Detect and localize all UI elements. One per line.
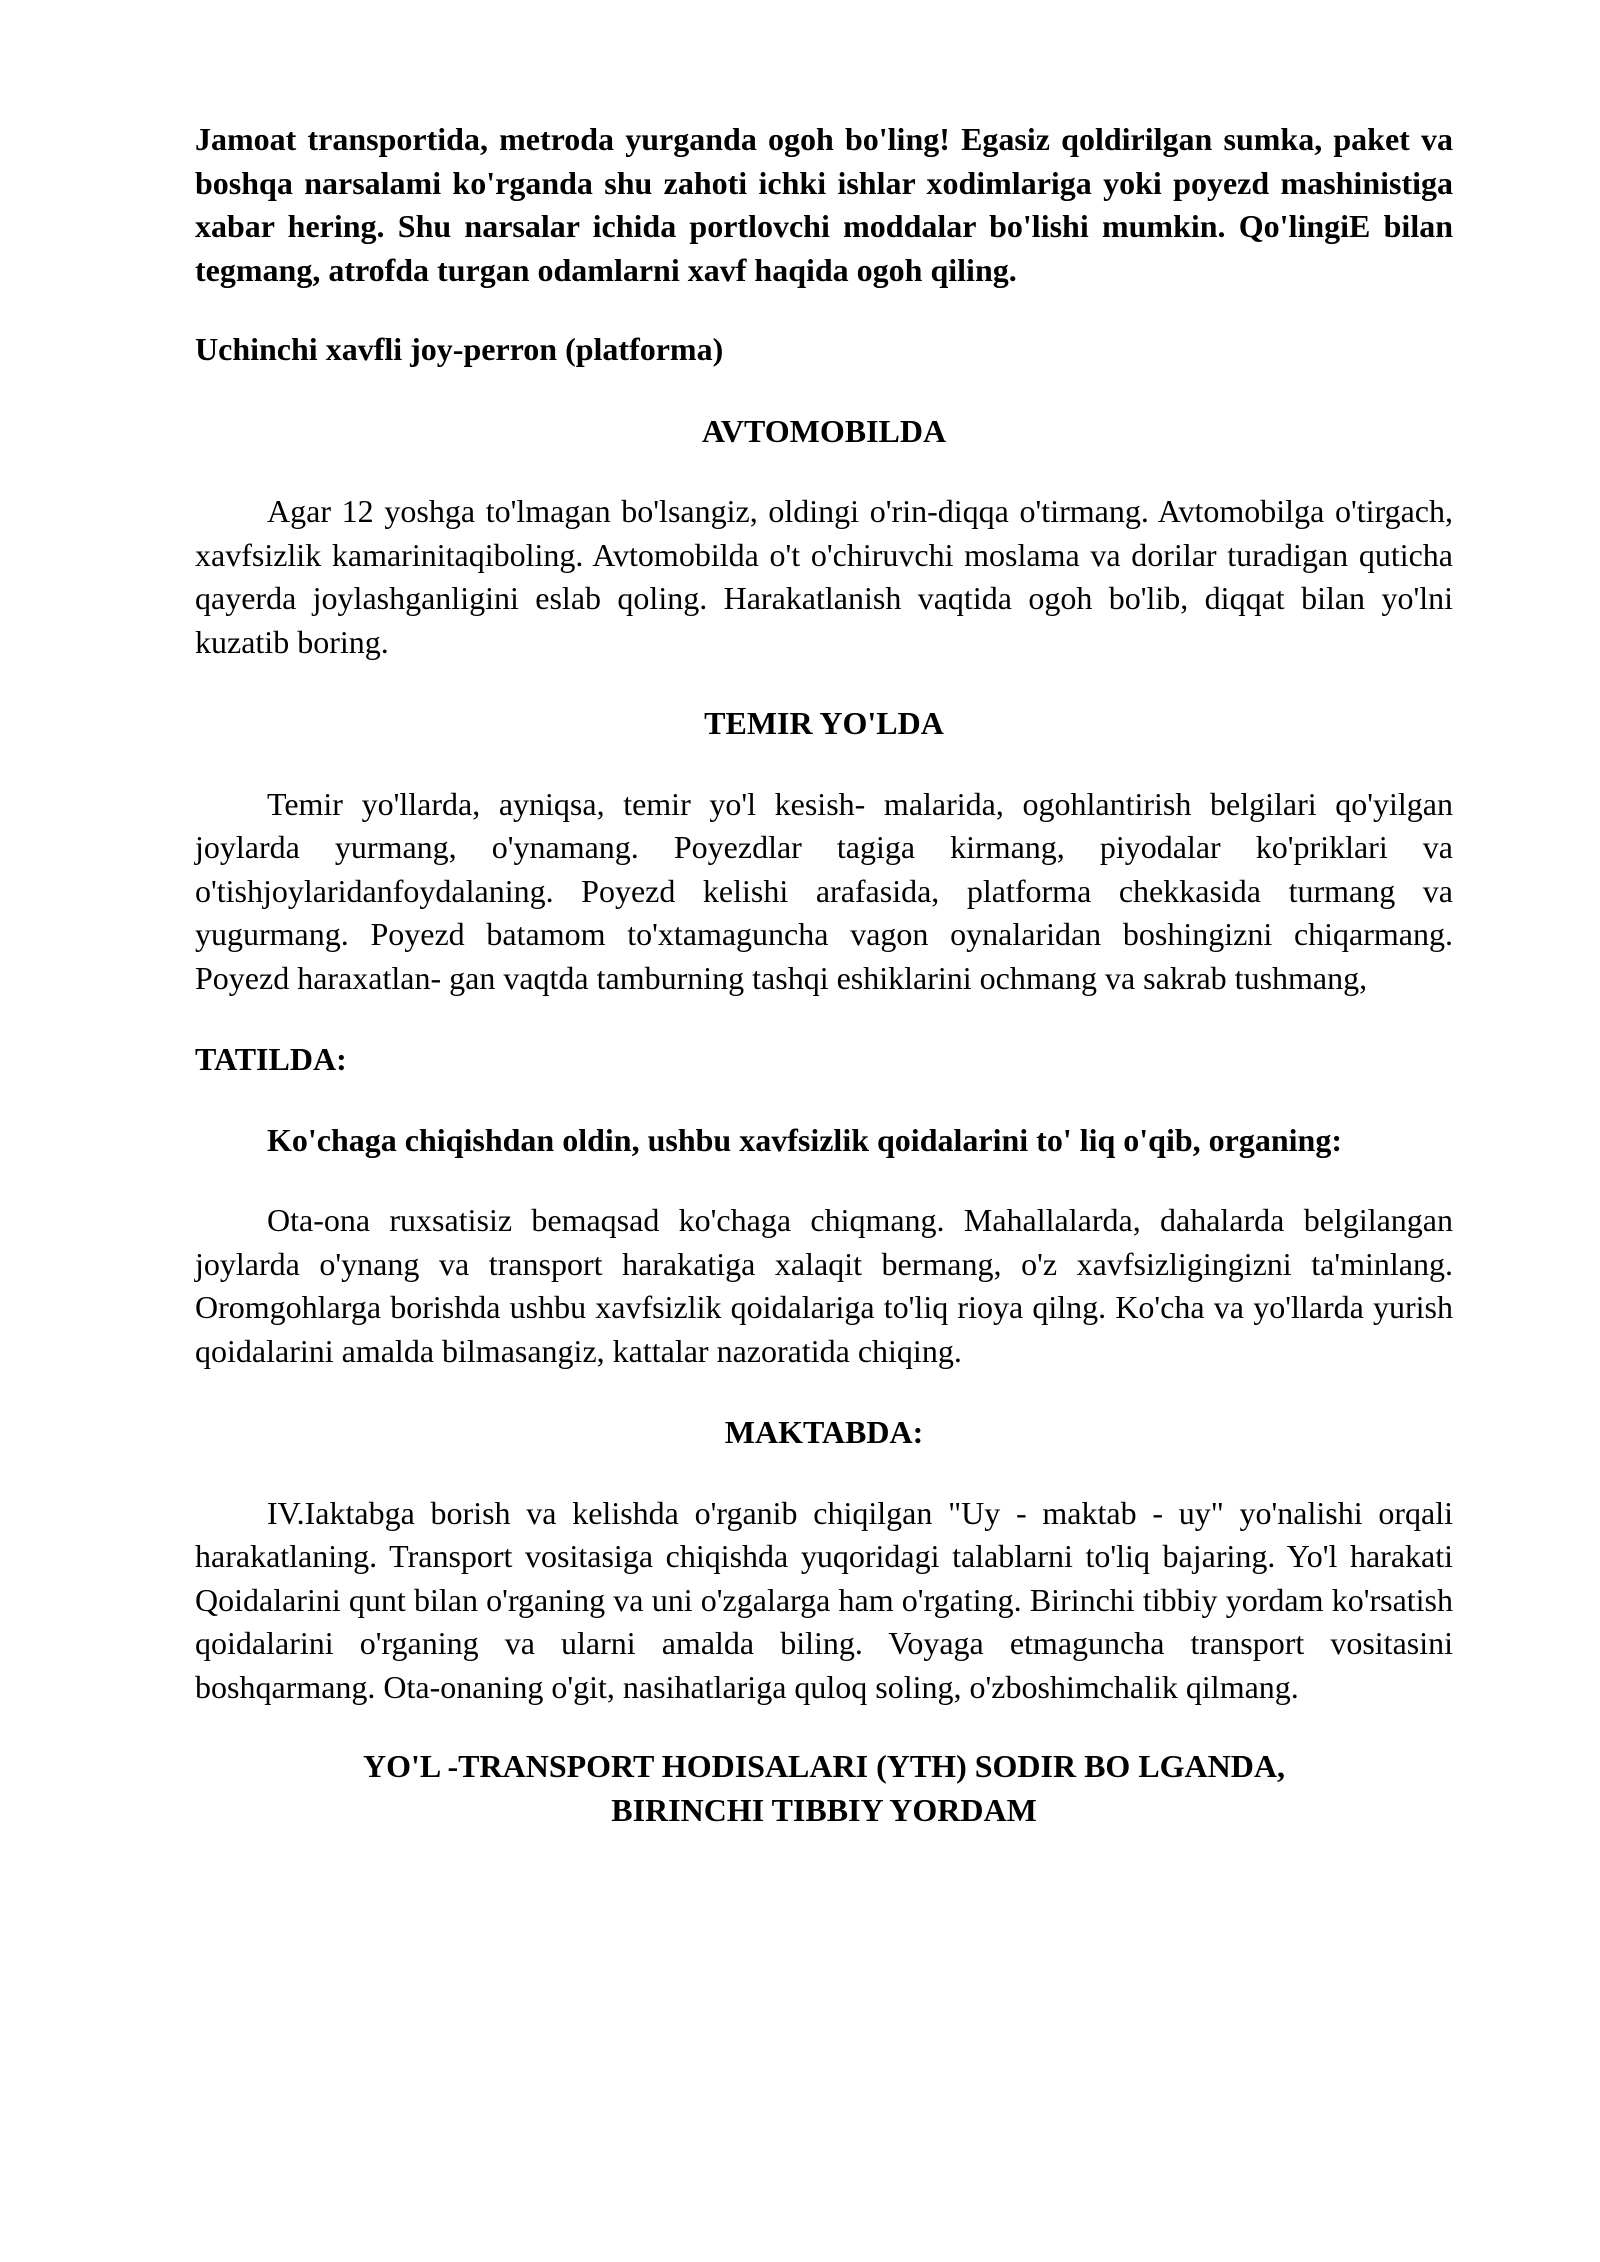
section-heading-car: AVTOMOBILDA <box>701 412 947 449</box>
section-body-school: IV.Iaktabga borish va kelishda o'rganib chiqilgan "Uy - maktab - uy" yo'nalishi orqali harakatlaning. Transport vositasiga chiqishda yuqoridagi talablarni to'liq bajaring. Yo'l harakati Qoidalarini qunt bilan o'rganing va uni o'zgalarga ham o'rgating. Birinchi tibbiy yordam ko'rsatish qoidalarini o'rganing va ularni amalda biling. Voyaga etmaguncha transport vositasini boshqarmang. Ota-onaning o'git, nasihatlariga quloq soling, o'zboshimchalik qilmang. <box>195 1494 1453 1705</box>
final-heading <box>195 1745 1453 1832</box>
intro-paragraph: Jamoat transportida, metroda yurganda ogoh bo'ling! Egasiz qoldirilgan sumka, paket va boshqa narsalami ko'rganda shu zahoti ichki ishlar xodimlariga yoki poyezd mashinistiga xabar hering. Shu narsalar ichida portlovchi moddalar bo'lishi mumkin. Qo'lingiE bilan tegmang, atrofda turgan odamlarni xavf haqida ogoh qiling. <box>195 121 1453 288</box>
section-body-holiday: Ota-ona ruxsatisiz bemaqsad ko'chaga chiqmang. Mahallalarda, dahalarda belgilangan joylarda o'ynang va transport harakatiga xalaqit bermang, o'z xavfsizligingizni ta'minlang. Oromgohlarga borishda ushbu xavfsizlik qoidalariga to'liq rioya qilng. Ko'cha va yo'llarda yurish qoidalarini amalda bilmasangiz, kattalar nazoratida chiqing. <box>195 1202 1453 1369</box>
document-page <box>195 118 1453 1832</box>
final-heading-line-1: YO'L -TRANSPORT HODISALARI (YTH) SODIR BO LGANDA, <box>363 1748 1285 1784</box>
section-heading-school: MAKTABDA: <box>724 1414 924 1450</box>
section-body-car: Agar 12 yoshga to'lmagan bo'lsangiz, oldingi o'rin-diqqa o'tirmang. Avtomobilga o'tirgach, xavfsizlik kamarinitaqiboling. Avtomobilda o't o'chiruvchi moslama va dorilar turadigan quticha qayerda joylashganligini eslab qoling. Harakatlanish vaqtida ogoh bo'lib, diqqat bilan yo'lni kuzatib boring. <box>195 493 1453 660</box>
section-heading-railway: TEMIR YO'LDA <box>704 705 944 741</box>
section-subheading-holiday: Ko'chaga chiqishdan oldin, ushbu xavfsizlik qoidalarini to' liq o'qib, organing: <box>267 1121 1342 1158</box>
final-heading-line-2: BIRINCHI TIBBIY YORDAM <box>611 1791 1037 1828</box>
third-danger-line: Uchinchi xavfli joy-perron (platforma) <box>195 331 724 367</box>
section-body-railway: Temir yo'llarda, ayniqsa, temir yo'l kesish- malarida, ogohlantirish belgilari qo'yilgan joylarda yurmang, o'ynamang. Poyezdlar tagiga kirmang, piyodalar ko'priklari va o'tishjoylaridanfoydalaning. Poyezd kelishi arafasida, platforma chekkasida turmang va yugurmang. Poyezd batamom to'xtamaguncha vagon oynalaridan boshingizni chiqarmang. Poyezd haraxatlan- gan vaqtda tamburning tashqi eshiklarini ochmang va sakrab tushmang, <box>195 785 1453 996</box>
section-heading-holiday: TATILDA: <box>195 1041 347 1077</box>
